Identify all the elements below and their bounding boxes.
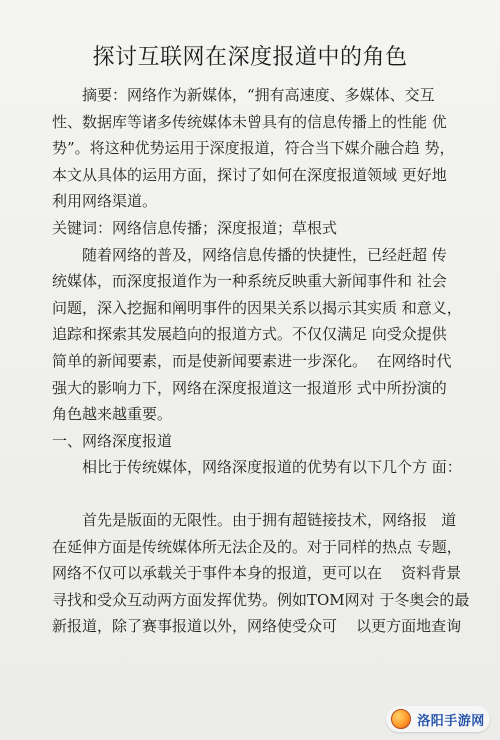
text-line: 统媒体，而深度报道作为一种系统反映重大新闻事件和 社会 [52, 272, 447, 291]
text-line: 问题，深入挖掘和阐明事件的因果关系以揭示其实质 和意义， [52, 298, 462, 317]
text-line: 势”。将这种优势运用于深度报道，符合当下媒介融合趋 势， [52, 139, 455, 158]
text-line: 性、数据库等诸多传统媒体未曾具有的信息传播上的性能 优 [52, 112, 447, 131]
text-line: 寻找和受众互动两方面发挥优势。例如TOM网对 于冬奥会的最 [52, 590, 470, 609]
text-line: 摘要：网络作为新媒体，“拥有高速度、多媒体、交互 [82, 86, 435, 104]
text-line: 简单的新闻要素，而是使新闻要素进一步深化。 在网络时代 [52, 351, 452, 370]
text-line: 追踪和探索其发展趋向的报道方式。不仅仅满足 向受众提供 [52, 325, 447, 344]
text-line: 新报道，除了赛事报道以外，网络使受众可 以更方面地查询 [52, 617, 462, 636]
paragraph-gap [52, 481, 462, 507]
text-line: 强大的影响力下，网络在深度报道这一报道形 式中所扮演的 [52, 378, 447, 397]
text-line: 首先是版面的无限性。由于拥有超链接技术，网络报 道 [82, 510, 457, 529]
text-line: 角色越来越重要。 [52, 405, 173, 424]
text-line: 利用网络渠道。 [52, 192, 158, 211]
text-line: 关键词：网络信息传播；深度报道；草根式 [52, 218, 338, 237]
text-line: 网络不仅可以承载关于事件本身的报道，更可以在 资料背景 [52, 564, 462, 583]
text-line: 一、网络深度报道 [52, 431, 173, 450]
logo-icon [391, 709, 411, 729]
site-watermark [386, 706, 490, 732]
watermark-text: 洛阳手游网 [417, 713, 485, 729]
document-title: 探讨互联网在深度报道中的角色 [92, 45, 408, 70]
text-line: 在延伸方面是传统媒体所无法企及的。对于同样的热点 专题， [52, 537, 462, 556]
text-line: 随着网络的普及，网络信息传播的快捷性，已经赶超 传 [82, 245, 447, 264]
document-body [52, 82, 470, 640]
text-line: 相比于传统媒体，网络深度报道的优势有以下几个方 面： [82, 458, 462, 477]
text-line: 本文从具体的运用方面，探讨了如何在深度报道领域 更好地 [52, 165, 447, 184]
